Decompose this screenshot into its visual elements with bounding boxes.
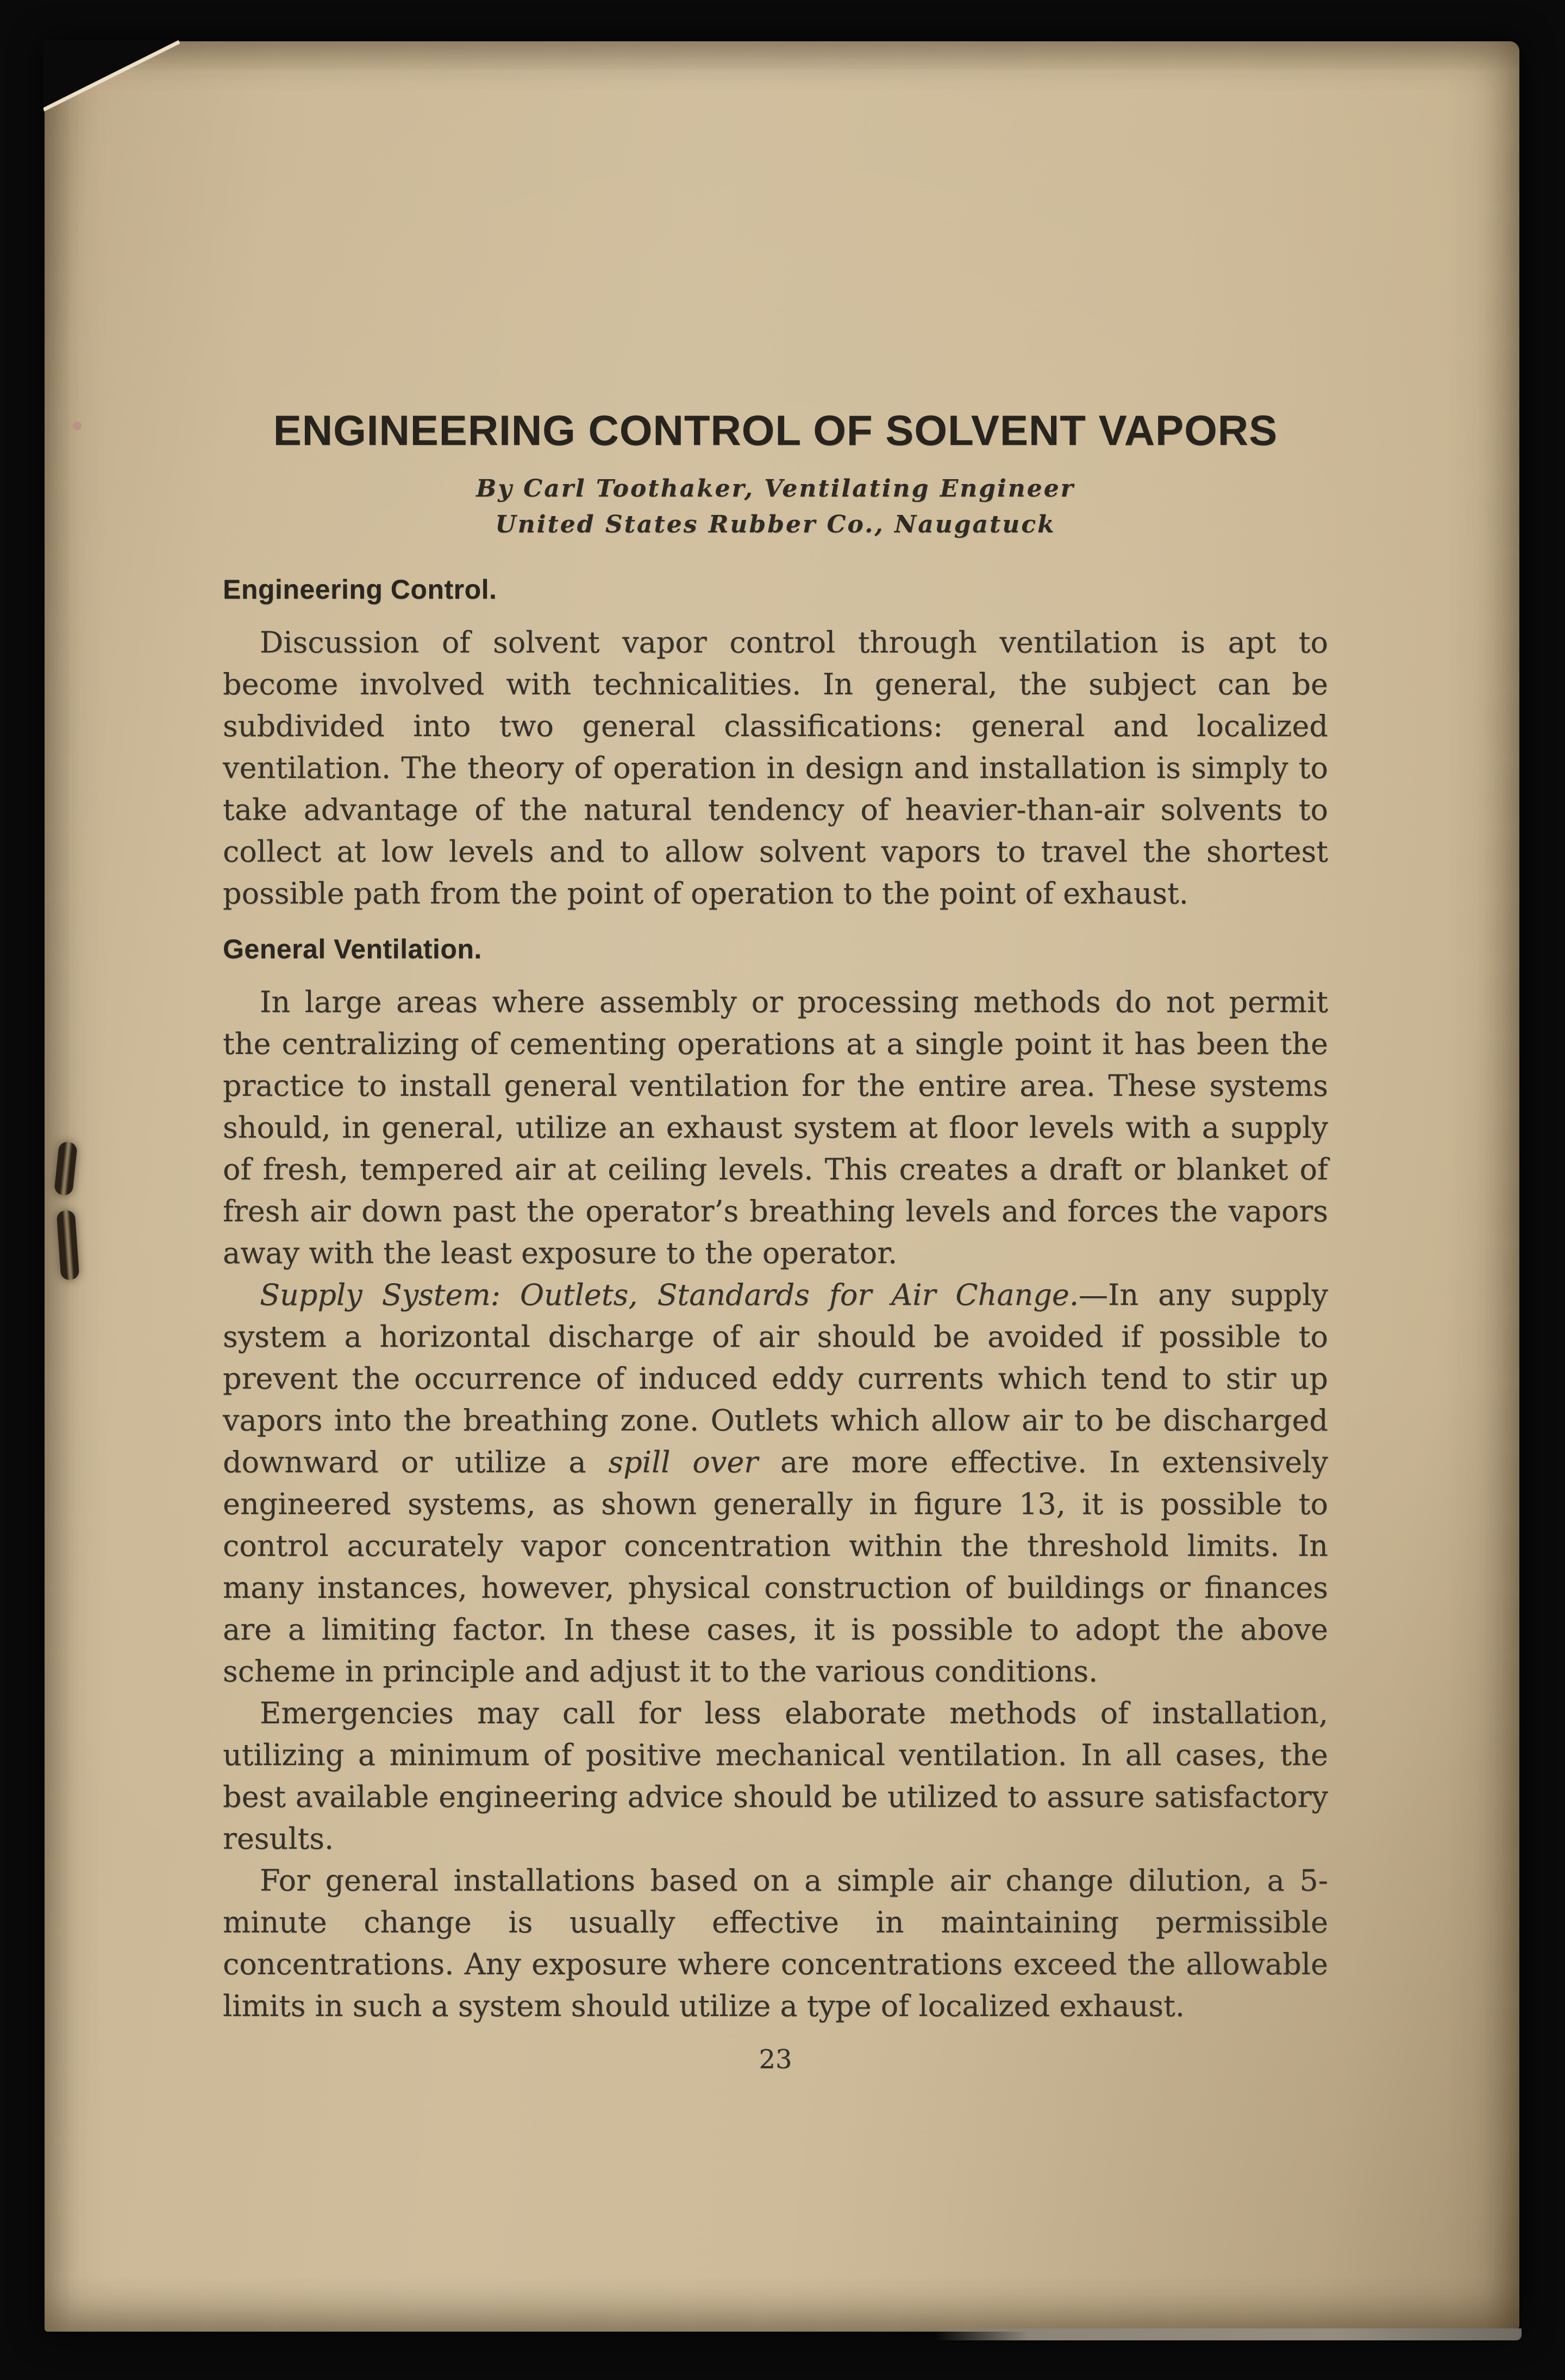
paragraph-general-installations: For general installations based on a simple air change dilution, a 5-minute change is usually effective in maintaining permissible concentrations. Any exposure where concentrations exceed the allowable limits in such a system should utilize a type of localized exhaust. — [223, 1863, 1328, 2023]
byline-author: By Carl Toothaker, Ventilating Engineer — [476, 475, 1075, 503]
document-title: ENGINEERING CONTROL OF SOLVENT VAPORS — [273, 406, 1278, 454]
binding-mark-top — [54, 1141, 78, 1196]
paragraph-lead-italic: Supply System: Outlets, Standards for Air Change. — [260, 1278, 1079, 1312]
paper-blemish — [73, 422, 82, 430]
paragraph-general-ventilation-1: In large areas where assembly or processing methods do not permit the centralizing of cementing operations at a single point it has been the practice to install general ventilation for the entire area. These systems should, in general, utilize an exhaust system at floor levels with a supply of fresh, tempered air at ceiling levels. This creates a draft or blanket of fresh air down past the operator’s breathing levels and forces the vapors away with the least exposure to the operator. — [223, 985, 1328, 1270]
paragraph-text-segment: are more effective. In extensively engineered systems, as shown generally in figure 13, it is possible to control accurately vapor concentration within the threshold limits. In many instances, however, physical construction of buildings or finances are a limiting factor. In these cases, it is possible to adopt the above scheme in principle and adjust it to the various conditions. — [223, 1445, 1329, 1688]
byline — [223, 471, 1328, 543]
page-content — [223, 41, 1328, 2076]
paragraph-emergencies: Emergencies may call for less elaborate methods of installation, utilizing a minimum of positive mechanical ventilation. In all cases, the best available engineering advice should be utilized to assure satisfactory results. — [223, 1696, 1328, 1856]
byline-company: United States Rubber Co., Naugatuck — [495, 511, 1056, 538]
section-heading-engineering-control: Engineering Control. — [223, 574, 497, 605]
paragraph-supply-system — [223, 1274, 1328, 1692]
binding-mark-bottom — [57, 1210, 80, 1280]
book-pages-edge — [935, 2328, 1522, 2340]
page-number: 23 — [759, 2044, 792, 2075]
section-heading-general-ventilation: General Ventilation. — [223, 934, 482, 964]
paragraph-engineering-control-1: Discussion of solvent vapor control through ventilation is apt to become involved with technicalities. In general, the subject can be subdivided into two general classifications: general and localized ventilation. The theory of operation in design and installation is simply to take advantage of the natural tendency of heavier-than-air solvents to collect at low levels and to allow solvent vapors to travel the shortest possible path from the point of operation to the point of exhaust. — [223, 625, 1328, 910]
paragraph-text-segment: —In any supply system a horizontal discharge of air should be avoided if possible to prevent the occurrence of induced eddy currents which tend to stir up vapors into the breathing zone. Outlets which allow air to be discharged downward or utilize a — [223, 1278, 1328, 1479]
book-page — [45, 41, 1519, 2332]
italic-phrase: spill over — [608, 1445, 759, 1479]
page-corner-curl — [43, 40, 196, 116]
